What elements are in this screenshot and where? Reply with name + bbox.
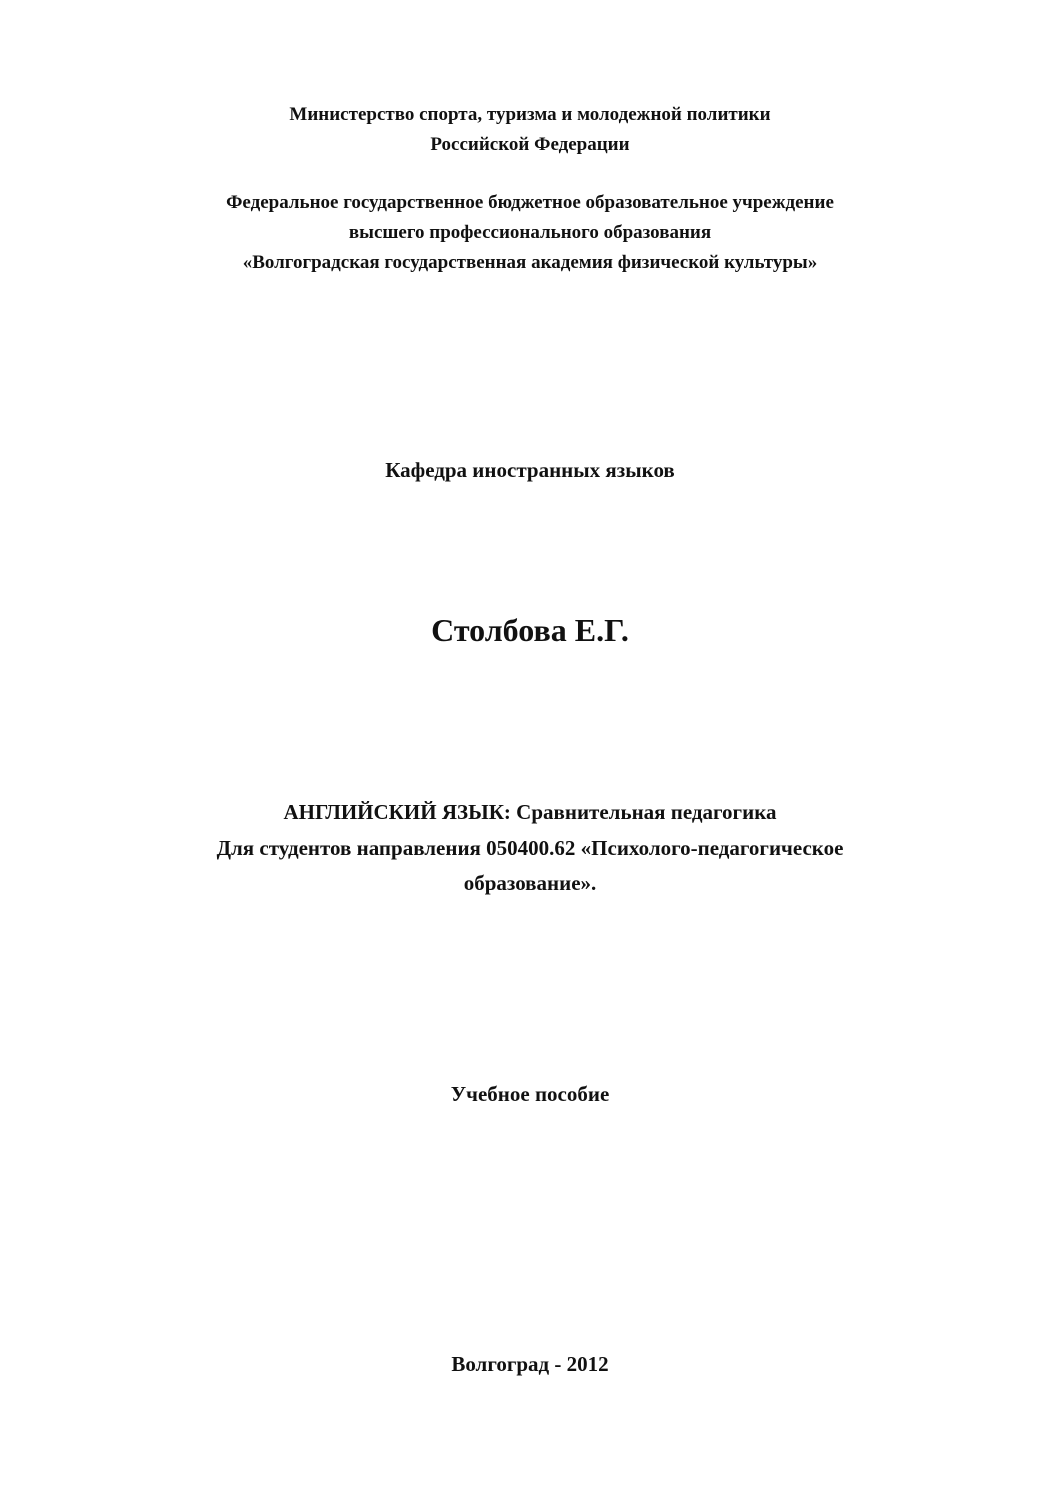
ministry-line-2: Российской Федерации: [430, 134, 630, 155]
document-title-line-3: образование».: [463, 871, 597, 895]
document-title-line-2: Для студентов направления 050400.62 «Психолого-педагогическое: [216, 836, 844, 860]
author-name: Столбова Е.Г.: [431, 612, 629, 648]
document-title-line-1: АНГЛИЙСКИЙ ЯЗЫК: Сравнительная педагогика: [283, 800, 777, 824]
institution-line-3: «Волгоградская государственная академия физической культуры»: [242, 252, 818, 273]
institution-line-2: высшего профессионального образования: [348, 222, 712, 243]
department-name: Кафедра иностранных языков: [385, 458, 675, 482]
institution-line-1: Федеральное государственное бюджетное образовательное учреждение: [226, 192, 834, 213]
city-year: Волгоград - 2012: [451, 1352, 609, 1376]
document-type: Учебное пособие: [450, 1082, 610, 1106]
ministry-line-1: Министерство спорта, туризма и молодежной политики: [289, 104, 771, 125]
